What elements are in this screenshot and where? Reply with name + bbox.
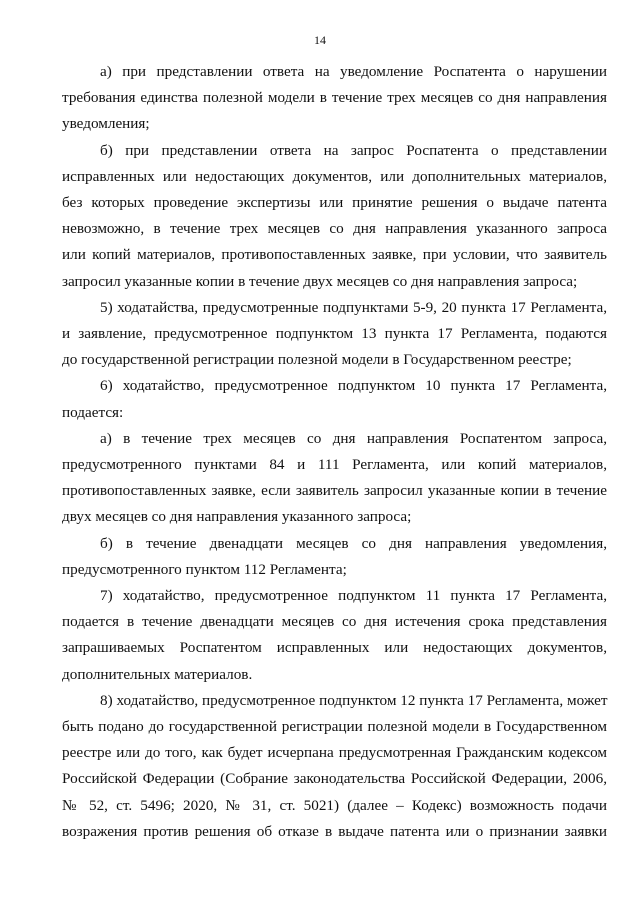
text-line: запрашиваемых Роспатентом исправленных или недостающих документов, — [62, 639, 607, 657]
text-line: б) при представлении ответа на запрос Роспатента о представлении — [100, 141, 607, 159]
text-line: 6) ходатайство, предусмотренное подпунктом 10 пункта 17 Регламента, — [100, 377, 607, 395]
text-line: предусмотренного пунктами 84 и 111 Регламента, или копий материалов, — [62, 456, 607, 474]
paragraph — [62, 295, 607, 374]
paragraph — [62, 426, 607, 531]
text-line: невозможно, в течение трех месяцев со дня направления указанного запроса — [62, 220, 607, 238]
text-line: до государственной регистрации полезной модели в Государственном реестре; — [62, 351, 572, 369]
paragraph — [62, 688, 607, 845]
paragraph — [62, 138, 607, 295]
text-line: № 52, ст. 5496; 2020, № 31, ст. 5021) (далее – Кодекс) возможность подачи — [62, 796, 607, 814]
text-line: двух месяцев со дня направления указанного запроса; — [62, 508, 412, 526]
text-line: предусмотренного пунктом 112 Регламента; — [62, 560, 347, 578]
text-line: дополнительных материалов. — [62, 665, 253, 683]
text-line: и заявление, предусмотренное подпунктом 13 пункта 17 Регламента, подаются — [62, 325, 607, 343]
text-line: 5) ходатайства, предусмотренные подпунктами 5-9, 20 пункта 17 Регламента, — [100, 298, 607, 316]
text-line: исправленных или недостающих документов, или дополнительных материалов, — [62, 167, 607, 185]
text-line: запросил указанные копии в течение двух месяцев со дня направления запроса; — [62, 272, 578, 290]
document-body — [62, 59, 607, 845]
text-line: б) в течение двенадцати месяцев со дня направления уведомления, — [100, 534, 607, 552]
text-line: 7) ходатайство, предусмотренное подпунктом 11 пункта 17 Регламента, — [100, 587, 607, 605]
paragraph — [62, 583, 607, 688]
page-number: 14 — [314, 33, 326, 47]
text-line: или копий материалов, противопоставленных заявке, при условии, что заявитель — [62, 246, 607, 264]
text-line: требования единства полезной модели в течение трех месяцев со дня направления — [62, 89, 607, 107]
text-line: уведомления; — [62, 115, 150, 133]
text-line: Российской Федерации (Собрание законодательства Российской Федерации, 2006, — [62, 770, 607, 788]
text-line: а) в течение трех месяцев со дня направления Роспатентом запроса, — [100, 429, 607, 447]
text-line: подается: — [62, 403, 124, 421]
text-line: подается в течение двенадцати месяцев со дня истечения срока представления — [62, 613, 607, 631]
text-line: а) при представлении ответа на уведомление Роспатента о нарушении — [100, 63, 607, 80]
text-line: 8) ходатайство, предусмотренное подпунктом 12 пункта 17 Регламента, может — [100, 691, 608, 709]
text-line: возражения против решения об отказе в выдаче патента или о признании заявки — [62, 822, 607, 840]
paragraph — [62, 531, 607, 583]
text-line: реестре или до того, как будет исчерпана предусмотренная Гражданским кодексом — [62, 744, 607, 762]
paragraph — [62, 373, 607, 425]
paragraph — [62, 59, 607, 138]
text-line: противопоставленных заявке, если заявитель запросил указанные копии в течение — [62, 482, 607, 500]
text-line: быть подано до государственной регистрации полезной модели в Государственном — [62, 718, 607, 736]
text-line: без которых проведение экспертизы или принятие решения о выдаче патента — [62, 194, 607, 212]
